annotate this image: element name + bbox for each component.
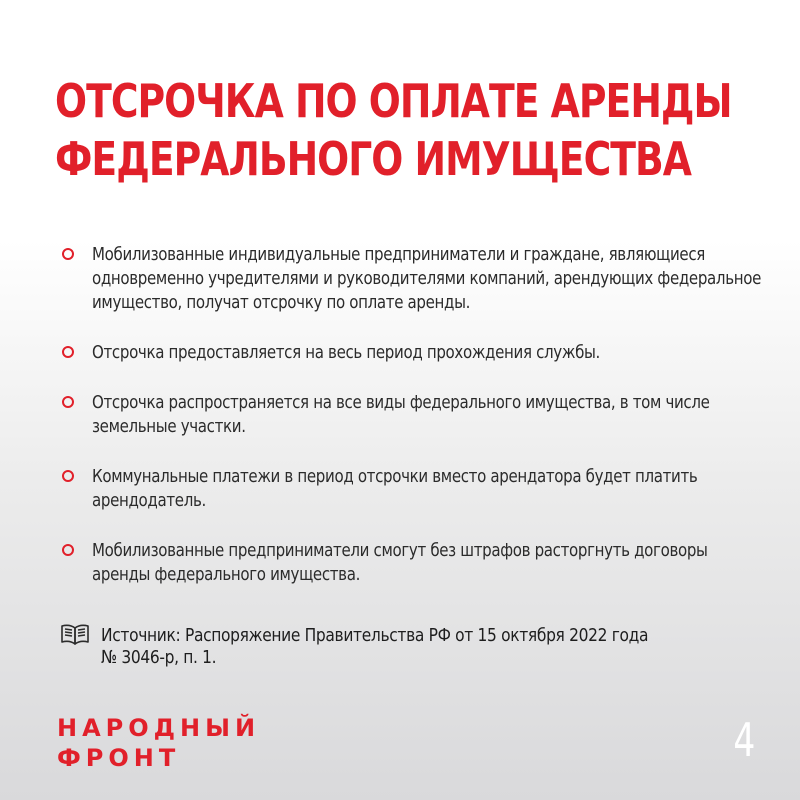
title-line-2: ФЕДЕРАЛЬНОГО ИМУЩЕСТВА bbox=[55, 132, 691, 186]
list-item-text: Отсрочка предоставляется на весь период прохождения службы. bbox=[92, 343, 600, 363]
list-item bbox=[62, 465, 752, 513]
bullet-list bbox=[62, 243, 761, 613]
brand-logo bbox=[57, 713, 260, 773]
logo-line-1: НАРОДНЫЙ bbox=[57, 714, 261, 742]
list-item bbox=[62, 341, 752, 365]
list-item-text: Отсрочка распространяется на все виды федерального имущества, в том числе земельные участки. bbox=[92, 393, 710, 437]
source-line-2: № 3046-р, п. 1. bbox=[101, 647, 217, 668]
list-item bbox=[62, 391, 752, 439]
source-line-1: Источник: Распоряжение Правительства РФ от 15 октября 2022 года bbox=[101, 625, 649, 646]
circle-bullet-icon bbox=[62, 248, 74, 260]
circle-bullet-icon bbox=[62, 346, 74, 358]
list-item-text: Мобилизованные индивидуальные предприниматели и граждане, являющиеся одновременно учредителями и руководителями компаний, арендующих федеральное имущество, получат отсрочку по оплате аренды. bbox=[92, 245, 761, 313]
circle-bullet-icon bbox=[62, 544, 74, 556]
list-item-text: Коммунальные платежи в период отсрочки вместо арендатора будет платить арендодатель. bbox=[92, 467, 698, 511]
source-text bbox=[101, 625, 755, 669]
open-book-icon bbox=[60, 622, 90, 646]
page-title bbox=[55, 72, 732, 188]
logo-line-2: ФРОНТ bbox=[57, 744, 181, 772]
page-number: 4 bbox=[733, 713, 755, 767]
circle-bullet-icon bbox=[62, 396, 74, 408]
list-item-text: Мобилизованные предприниматели смогут без штрафов расторгнуть договоры аренды федерального имущества. bbox=[92, 541, 708, 585]
title-line-1: ОТСРОЧКА ПО ОПЛАТЕ АРЕНДЫ bbox=[55, 74, 732, 128]
circle-bullet-icon bbox=[62, 470, 74, 482]
list-item bbox=[62, 539, 752, 587]
list-item bbox=[62, 243, 761, 315]
